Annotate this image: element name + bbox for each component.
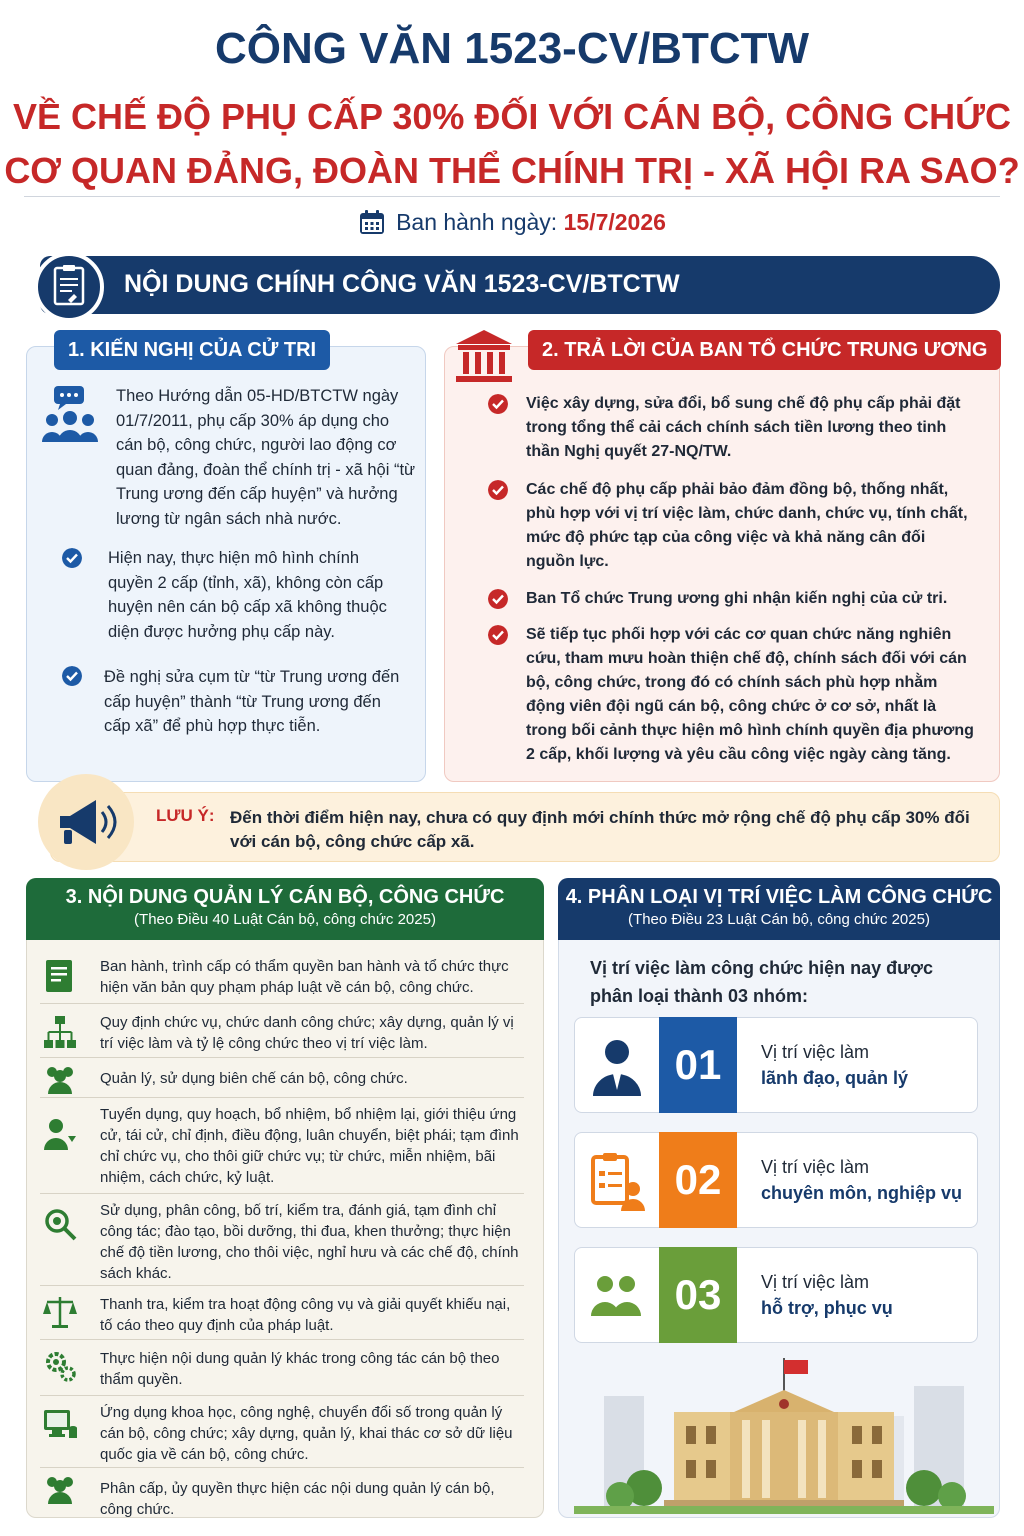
- gear-head-icon: [42, 1348, 78, 1384]
- check-icon: [62, 666, 82, 686]
- voters-chat-icon: [38, 384, 102, 448]
- job-group-line1: Vị trí việc làm: [761, 1042, 870, 1062]
- personnel-appointment-icon: [42, 1116, 78, 1152]
- list-item: [40, 1194, 524, 1286]
- check-icon: [488, 480, 508, 500]
- list-item: [40, 1340, 524, 1396]
- management-item-text: Ứng dụng khoa học, công nghệ, chuyển đổi số trong quản lý cán bộ, công chức; xây dựng, quản lý, khai thác cơ sở dữ liệu quốc gia về cán bộ, công chức.: [100, 1404, 513, 1463]
- management-item-text: Quy định chức vụ, chức danh công chức; xây dựng, quản lý vị trí việc làm và tỷ lệ công chức theo vị trí việc làm.: [100, 1014, 514, 1052]
- job-position-header: [558, 878, 1000, 940]
- central-org-reply-tag: 2. TRẢ LỜI CỦA BAN TỔ CHỨC TRUNG ƯƠNG: [528, 330, 1001, 370]
- job-position-title: 4. PHÂN LOẠI VỊ TRÍ VIỆC LÀM CÔNG CHỨC: [565, 886, 993, 908]
- job-group-line1: Vị trí việc làm: [761, 1272, 870, 1292]
- magnifier-icon: [42, 1206, 78, 1242]
- job-position-subtitle: (Theo Điều 23 Luật Cán bộ, công chức 2025): [628, 911, 930, 928]
- government-headquarters-illustration: [574, 1356, 994, 1514]
- page-title: CÔNG VĂN 1523-CV/BTCTW: [214, 24, 810, 73]
- list-item: [40, 950, 524, 1004]
- computer-database-icon: [42, 1406, 78, 1442]
- leader-icon: [589, 1036, 645, 1096]
- job-group-line1: Vị trí việc làm: [761, 1157, 870, 1177]
- voter-petition-item-1: Hiện nay, thực hiện mô hình chính quyền 2 cấp (tỉnh, xã), không còn cấp huyện nên cán bộ cấp xã không thuộc diện được hưởng phụ cấp này.: [108, 549, 387, 641]
- management-content-title: 3. NỘI DUNG QUẢN LÝ CÁN BỘ, CÔNG CHỨC: [65, 886, 505, 908]
- org-chart-icon: [42, 1014, 78, 1050]
- job-position-intro: Vị trí việc làm công chức hiện nay được phân loại thành 03 nhóm:: [590, 958, 933, 1006]
- header-divider: [24, 196, 1000, 197]
- reply-item-3: Ban Tổ chức Trung ương ghi nhận kiến nghị của cử tri.: [526, 590, 948, 607]
- management-content-header: [26, 878, 544, 940]
- list-item: [40, 1004, 524, 1058]
- list-item: [40, 1396, 524, 1468]
- management-item-text: Phân cấp, ủy quyền thực hiện các nội dung quản lý cán bộ, công chức.: [100, 1480, 495, 1518]
- issue-date-label: Ban hành ngày:: [396, 209, 558, 235]
- job-group-card: [574, 1247, 978, 1343]
- scales-icon: [42, 1294, 78, 1330]
- management-item-text: Sử dụng, phân công, bố trí, kiểm tra, đánh giá, tạm đình chỉ công tác; đào tạo, bồi dưỡng, thi đua, khen thưởng; thực hiện chế độ tiền lương, cho thôi việc, nghỉ hưu và các chế độ, chính sách khác.: [100, 1202, 519, 1282]
- government-building-icon: [452, 326, 516, 386]
- clipboard-icon: [34, 252, 104, 322]
- check-icon: [488, 625, 508, 645]
- job-group-line2: lãnh đạo, quản lý: [761, 1068, 909, 1088]
- management-content-subtitle: (Theo Điều 40 Luật Cán bộ, công chức 2025): [134, 911, 436, 928]
- check-icon: [488, 589, 508, 609]
- list-item: [40, 1286, 524, 1340]
- job-group-line2: hỗ trợ, phục vụ: [761, 1298, 893, 1318]
- delegation-group-icon: [42, 1470, 78, 1506]
- list-item: [40, 1058, 524, 1098]
- megaphone-icon: [38, 774, 134, 870]
- management-item-text: Tuyển dụng, quy hoạch, bổ nhiệm, bổ nhiệm lại, giới thiệu ứng cử, tái cử, chỉ định, điều động, luân chuyển, biệt phái; tạm đình chỉ chức vụ, cho thôi giữ chức vụ; từ chức, miễn nhiệm, bãi nhiệm, cách chức, kỷ luật.: [100, 1106, 519, 1186]
- specialist-icon: [589, 1151, 645, 1211]
- main-content-banner: [40, 256, 1000, 314]
- job-group-line2: chuyên môn, nghiệp vụ: [761, 1183, 963, 1203]
- job-group-number: 03: [659, 1247, 737, 1343]
- job-group-card: [574, 1017, 978, 1113]
- issue-date-row: [0, 208, 1024, 236]
- list-item: [40, 1098, 524, 1194]
- management-item-text: Ban hành, trình cấp có thẩm quyền ban hành và tổ chức thực hiện văn bản quy phạm pháp luật về cán bộ, công chức.: [100, 958, 509, 996]
- job-group-number: 02: [659, 1132, 737, 1228]
- job-group-number: 01: [659, 1017, 737, 1113]
- check-icon: [488, 394, 508, 414]
- note-text: Đến thời điểm hiện nay, chưa có quy định mới chính thức mở rộng chế độ phụ cấp 30% đối với cán bộ, công chức cấp xã.: [230, 808, 970, 851]
- job-group-card: [574, 1132, 978, 1228]
- voter-petition-intro: Theo Hướng dẫn 05-HD/BTCTW ngày 01/7/2011, phụ cấp 30% áp dụng cho cán bộ, công chức, người lao động cơ quan đảng, đoàn thể chính trị - xã hội “từ Trung ương đến cấp huyện” và hưởng lương từ ngân sách nhà nước.: [116, 387, 416, 528]
- voter-petition-item-2: Đề nghị sửa cụm từ “từ Trung ương đến cấp huyện” thành “từ Trung ương đến cấp xã” để phù hợp thực tiễn.: [104, 668, 400, 736]
- note-icon-circle: [38, 774, 134, 870]
- subtitle-line-2: CƠ QUAN ĐẢNG, ĐOÀN THỂ CHÍNH TRỊ - XÃ HỘI RA SAO?: [4, 150, 1020, 191]
- reply-item-2: Các chế độ phụ cấp phải bảo đảm đồng bộ, thống nhất, phù hợp với vị trí việc làm, chức danh, chức vụ, tính chất, mức độ phức tạp của công việc và khả năng cân đối nguồn lực.: [526, 481, 968, 570]
- management-item-text: Thực hiện nội dung quản lý khác trong công tác cán bộ theo thẩm quyền.: [100, 1350, 500, 1388]
- support-icon: [589, 1266, 645, 1326]
- management-item-text: Thanh tra, kiểm tra hoạt động công vụ và giải quyết khiếu nại, tố cáo theo quy định của pháp luật.: [100, 1296, 511, 1334]
- management-item-text: Quản lý, sử dụng biên chế cán bộ, công chức.: [100, 1070, 408, 1087]
- main-content-banner-label: NỘI DUNG CHÍNH CÔNG VĂN 1523-CV/BTCTW: [124, 270, 680, 298]
- staff-group-icon: [42, 1060, 78, 1096]
- note-label: LƯU Ý:: [156, 806, 215, 825]
- check-icon: [62, 548, 82, 568]
- list-item: [40, 1468, 524, 1518]
- reply-item-1: Việc xây dựng, sửa đổi, bổ sung chế độ phụ cấp phải đặt trong tổng thể cải cách chính sách tiền lương theo tinh thần Nghị quyết 27-NQ/TW.: [526, 395, 961, 460]
- issue-date-value: 15/7/2026: [563, 209, 666, 235]
- document-icon: [42, 958, 78, 994]
- voter-petition-tag: 1. KIẾN NGHỊ CỦA CỬ TRI: [54, 330, 330, 370]
- calendar-icon: [358, 208, 386, 236]
- page-subtitle: [0, 90, 1024, 198]
- reply-item-4: Sẽ tiếp tục phối hợp với các cơ quan chức năng nghiên cứu, tham mưu hoàn thiện chế độ, chính sách đối với cán bộ, công chức, trong đó có chính sách phù hợp nhằm động viên đội ngũ cán bộ, công chức ở cơ sở, nhất là trong bối cảnh thực hiện mô hình chính quyền địa phương 2 cấp, khối lượng và yêu cầu công việc ngày càng tăng.: [526, 626, 974, 763]
- subtitle-line-1: VỀ CHẾ ĐỘ PHỤ CẤP 30% ĐỐI VỚI CÁN BỘ, CÔNG CHỨC: [12, 96, 1012, 137]
